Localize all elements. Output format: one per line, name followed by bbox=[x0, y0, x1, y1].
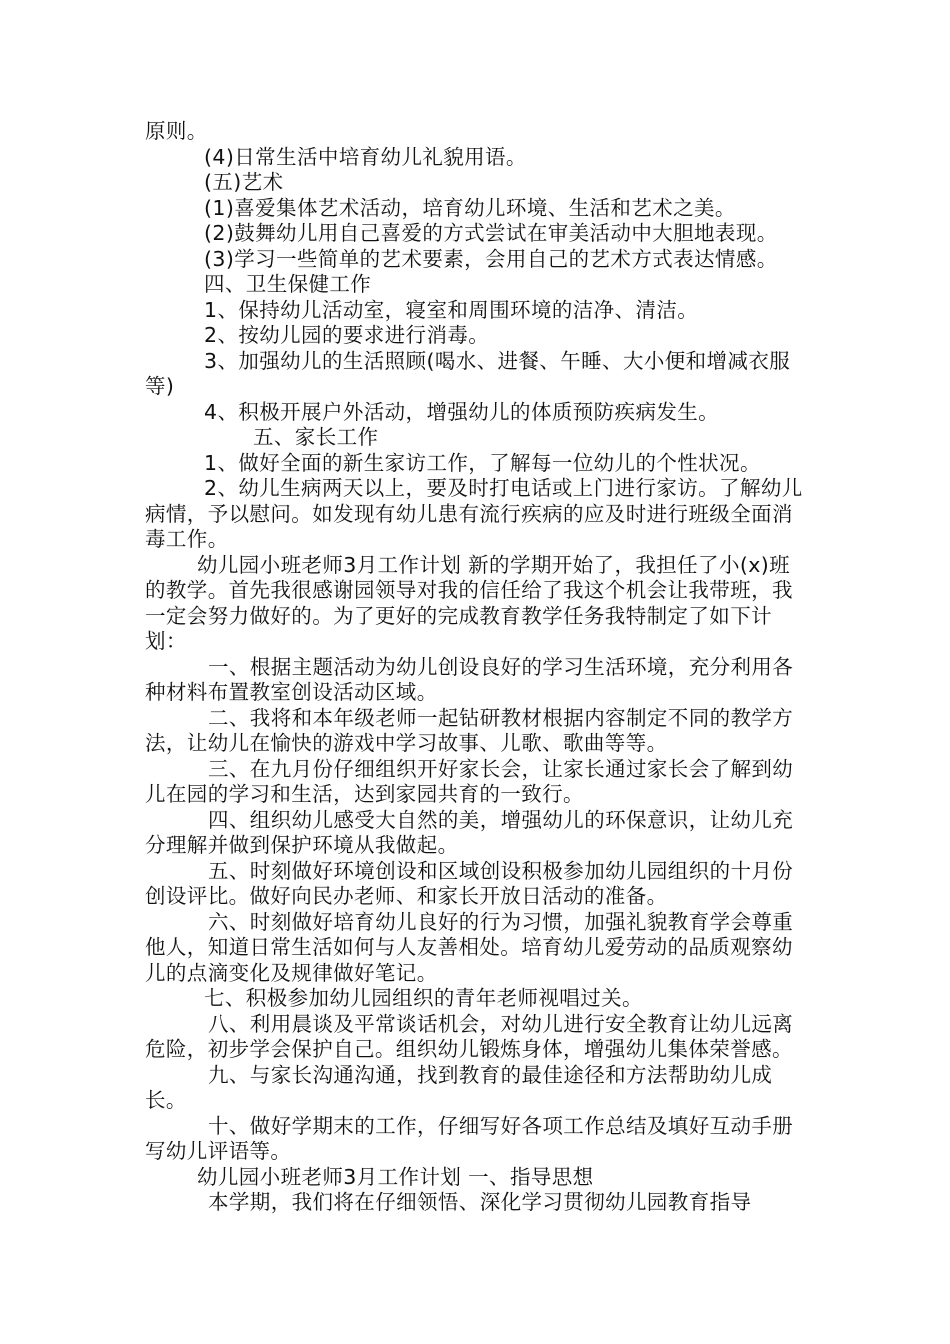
document-body bbox=[145, 119, 809, 1216]
paragraph-plan-3: 三、在九月份仔细组织开好家长会，让家长通过家长会了解到幼儿在园的学习和生活，达到家园共育的一致行。 bbox=[145, 756, 794, 806]
paragraph-principle-end: 原则。 bbox=[145, 119, 208, 143]
paragraph-plan-10: 十、做好学期末的工作，仔细写好各项工作总结及填好互动手册写幼儿评语等。 bbox=[145, 1113, 794, 1163]
paragraph-plan-guidance-body: 本学期，我们将在仔细领悟、深化学习贯彻幼儿园教育指导 bbox=[208, 1190, 752, 1214]
paragraph-plan-7: 七、积极参加幼儿园组织的青年老师视唱过关。 bbox=[204, 986, 643, 1010]
paragraph-art-2: (2)鼓舞幼儿用自己喜爱的方式尝试在审美活动中大胆地表现。 bbox=[204, 221, 778, 245]
heading-health: 四、卫生保健工作 bbox=[204, 272, 372, 296]
paragraph-health-2: 2、按幼儿园的要求进行消毒。 bbox=[204, 323, 490, 347]
heading-parents: 五、家长工作 bbox=[253, 425, 379, 449]
paragraph-health-3: 3、加强幼儿的生活照顾(喝水、进餐、午睡、大小便和增减衣服等) bbox=[145, 348, 791, 398]
paragraph-art-3: (3)学习一些简单的艺术要素，会用自己的艺术方式表达情感。 bbox=[204, 246, 778, 271]
paragraph-plan-4: 四、组织幼儿感受大自然的美，增强幼儿的环保意识，让幼儿充分理解并做到保护环境从我做起。 bbox=[145, 807, 794, 857]
paragraph-plan-8: 八、利用晨谈及平常谈话机会，对幼儿进行安全教育让幼儿远离危险，初步学会保护自己。组织幼儿锻炼身体，增强幼儿集体荣誉感。 bbox=[145, 1011, 794, 1061]
paragraph-parents-2: 2、幼儿生病两天以上，要及时打电话或上门进行家访。了解幼儿病情，予以慰问。如发现有幼儿患有流行疾病的应及时进行班级全面消毒工作。 bbox=[145, 476, 803, 551]
paragraph-art-1: (1)喜爱集体艺术活动，培育幼儿环境、生活和艺术之美。 bbox=[204, 195, 736, 220]
paragraph-plan-intro: 幼儿园小班老师3月工作计划 新的学期开始了，我担任了小(x)班的教学。首先我很感谢园领导对我的信任给了我这个机会让我带班，我一定会努力做好的。为了更好的完成教育教学任务我特制定了如下计划： bbox=[145, 552, 793, 653]
paragraph-plan-guidance-heading: 幼儿园小班老师3月工作计划 一、指导思想 bbox=[197, 1164, 594, 1189]
paragraph-plan-6: 六、时刻做好培育幼儿良好的行为习惯，加强礼貌教育学会尊重他人，知道日常生活如何与人友善相处。培育幼儿爱劳动的品质观察幼儿的点滴变化及规律做好笔记。 bbox=[145, 909, 794, 985]
paragraph-parents-1: 1、做好全面的新生家访工作，了解每一位幼儿的个性状况。 bbox=[204, 450, 761, 475]
paragraph-plan-9: 九、与家长沟通沟通，找到教育的最佳途径和方法帮助幼儿成长。 bbox=[145, 1062, 773, 1112]
paragraph-health-1: 1、保持幼儿活动室，寝室和周围环境的洁净、清洁。 bbox=[204, 297, 699, 322]
heading-art: (五)艺术 bbox=[204, 170, 284, 194]
paragraph-plan-2: 二、我将和本年级老师一起钻研教材根据内容制定不同的教学方法，让幼儿在愉快的游戏中学习故事、儿歌、歌曲等等。 bbox=[145, 705, 794, 755]
paragraph-manners: (4)日常生活中培育幼儿礼貌用语。 bbox=[204, 144, 527, 169]
paragraph-plan-5: 五、时刻做好环境创设和区域创设积极参加幼儿园组织的十月份创设评比。做好向民办老师、和家长开放日活动的准备。 bbox=[145, 858, 794, 908]
paragraph-health-4: 4、积极开展户外活动，增强幼儿的体质预防疾病发生。 bbox=[204, 399, 720, 424]
paragraph-plan-1: 一、根据主题活动为幼儿创设良好的学习生活环境，充分利用各种材料布置教室创设活动区域。 bbox=[145, 654, 794, 704]
